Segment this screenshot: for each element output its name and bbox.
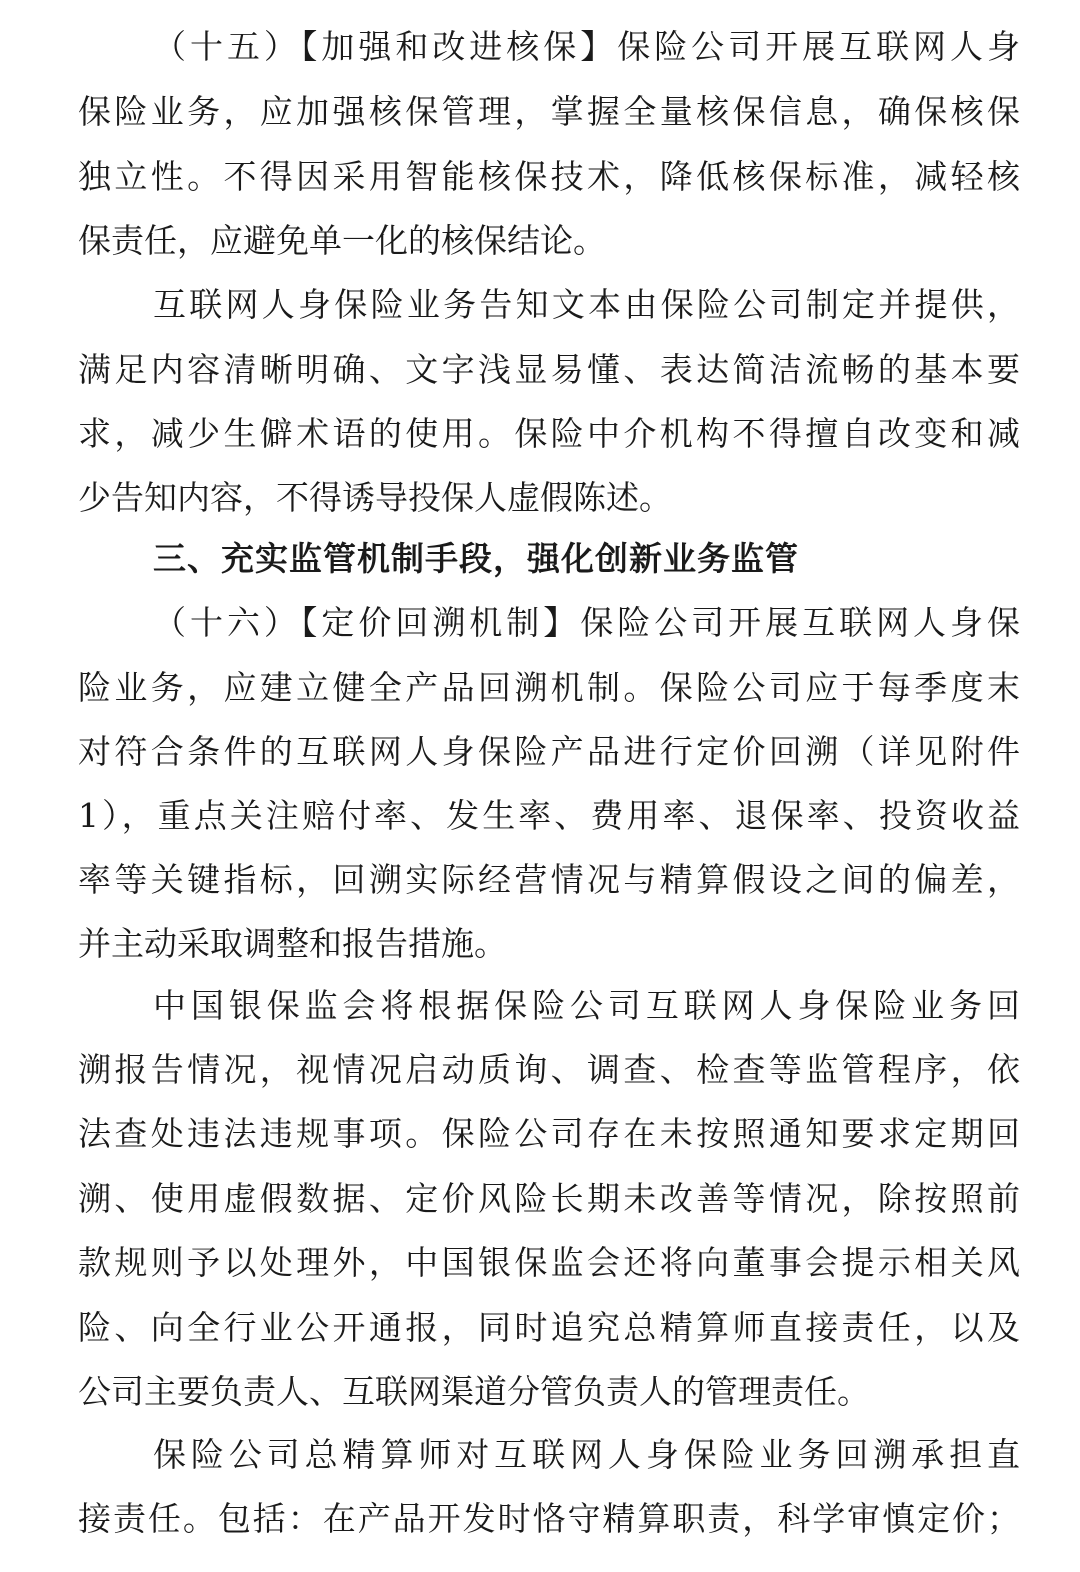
text-line: 中国银保监会将根据保险公司互联网人身保险业务回 [153, 986, 1020, 1025]
text-line: 法查处违法违规事项。保险公司存在未按照通知要求定期回 [78, 1114, 1020, 1153]
text-line: 独立性。不得因采用智能核保技术，降低核保标准，减轻核 [78, 157, 1020, 196]
text-line: 少告知内容，不得诱导投保人虚假陈述。 [78, 478, 672, 517]
text-line: 求，减少生僻术语的使用。保险中介机构不得擅自改变和减 [78, 414, 1020, 453]
section-heading: 三、充实监管机制手段，强化创新业务监管 [153, 539, 799, 578]
text-line: 保险业务，应加强核保管理，掌握全量核保信息，确保核保 [78, 92, 1020, 131]
text-line: 款规则予以处理外，中国银保监会还将向董事会提示相关风 [78, 1243, 1020, 1282]
text-line: 1），重点关注赔付率、发生率、费用率、退保率、投资收益 [78, 796, 1020, 835]
text-line: （十五）【加强和改进核保】保险公司开展互联网人身 [153, 27, 1020, 66]
text-line: 率等关键指标，回溯实际经营情况与精算假设之间的偏差， [78, 860, 1020, 899]
text-line: 险业务，应建立健全产品回溯机制。保险公司应于每季度末 [78, 668, 1020, 707]
text-line: 对符合条件的互联网人身保险产品进行定价回溯（详见附件 [78, 732, 1020, 771]
text-line: 满足内容清晰明确、文字浅显易懂、表达简洁流畅的基本要 [78, 350, 1020, 389]
text-line: 公司主要负责人、互联网渠道分管负责人的管理责任。 [78, 1372, 870, 1411]
text-line: 保责任，应避免单一化的核保结论。 [78, 221, 606, 260]
text-line: 险、向全行业公开通报，同时追究总精算师直接责任，以及 [78, 1308, 1020, 1347]
text-line: 溯、使用虚假数据、定价风险长期未改善等情况，除按照前 [78, 1179, 1020, 1218]
text-line: 并主动采取调整和报告措施。 [78, 924, 507, 963]
text-line: 溯报告情况，视情况启动质询、调查、检查等监管程序，依 [78, 1050, 1020, 1089]
text-line: （十六）【定价回溯机制】保险公司开展互联网人身保 [153, 603, 1020, 642]
text-line: 保险公司总精算师对互联网人身保险业务回溯承担直 [153, 1435, 1020, 1474]
text-line: 互联网人身保险业务告知文本由保险公司制定并提供， [153, 285, 1020, 324]
text-line: 接责任。包括：在产品开发时恪守精算职责，科学审慎定价； [78, 1499, 1020, 1538]
